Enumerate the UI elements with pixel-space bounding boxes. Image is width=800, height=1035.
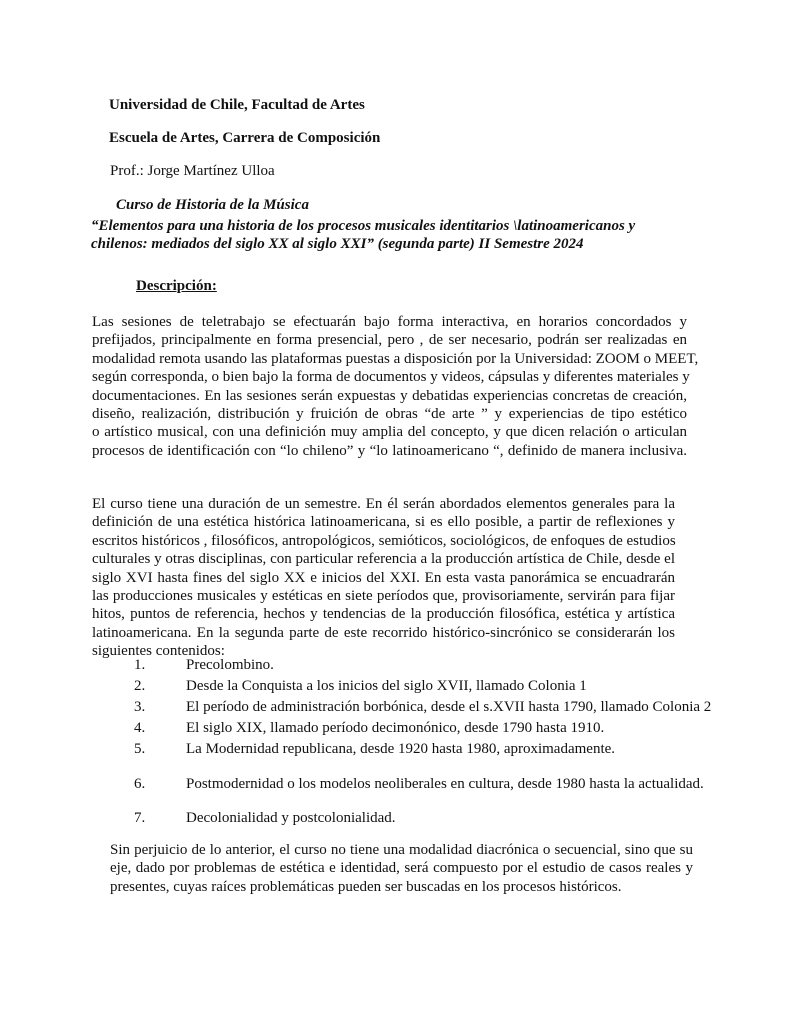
list-item-text: El período de administración borbónica, desde el s.XVII hasta 1790, llamado Colonia 2: [186, 699, 712, 715]
list-item-text: La Modernidad republicana, desde 1920 hasta 1980, aproximadamente.: [186, 741, 616, 757]
course-title-line-2: chilenos: mediados del siglo XX al siglo XXI” (segunda parte) II Semestre 2024: [91, 236, 584, 252]
paragraph-line: El curso tiene una duración de un semestre. En él serán abordados elementos generales para la: [92, 496, 675, 512]
list-item-number: 2.: [134, 678, 146, 694]
list-item-text: El siglo XIX, llamado período decimonónico, desde 1790 hasta 1910.: [186, 720, 605, 736]
list-item-number: 3.: [134, 699, 146, 715]
course-title-line-1: “Elementos para una historia de los procesos musicales identitarios \latinoamericanos y: [91, 218, 636, 234]
paragraph-line: modalidad remota usando las plataformas puestas a disposición por la Universidad: ZOOM o MEET,: [92, 350, 699, 367]
paragraph-line: escritos históricos , filosóficos, antropológicos, semióticos, sociológicos, de enfoques de estudios: [92, 532, 676, 549]
paragraph-line: latinoamericana. En la segunda parte de este recorrido histórico-sincrónico se considerarán los: [92, 624, 675, 641]
list-item-text: Decolonialidad y postcolonialidad.: [186, 810, 396, 826]
list-item: [134, 809, 396, 827]
school-heading: Escuela de Artes, Carrera de Composición: [109, 130, 381, 146]
list-item: [134, 740, 615, 758]
list-item: [134, 677, 587, 695]
paragraph-line: Sin perjuicio de lo anterior, el curso no tiene una modalidad diacrónica o secuencial, sino que su: [110, 842, 693, 858]
professor-name: Prof.: Jorge Martínez Ulloa: [110, 163, 275, 179]
paragraph-line: eje, dado por problemas de estética e identidad, será compuesto por el estudio de casos reales y: [110, 860, 693, 877]
paragraph-line: definición de una estética histórica latinoamericana, si es ello posible, a partir de reflexiones y: [92, 514, 675, 531]
description-paragraph-2: [92, 495, 675, 661]
list-item-number: 5.: [134, 741, 146, 757]
list-item: [134, 775, 704, 793]
paragraph-line: siguientes contenidos:: [92, 643, 225, 660]
list-item: [134, 698, 711, 716]
paragraph-line: las producciones musicales y estéticas en siete períodos que, provisoriamente, servirán para fijar: [92, 587, 675, 604]
description-heading: Descripción:: [136, 278, 217, 294]
paragraph-line: culturales y otras disciplinas, con particular referencia a la producción artística de Chile, desde el: [92, 551, 675, 568]
paragraph-line: procesos de identificación con “lo chileno” y “lo latinoamericano “, definido de manera inclusiva.: [92, 442, 687, 459]
list-item-number: 7.: [134, 810, 146, 826]
list-item-text: Precolombino.: [186, 657, 274, 673]
paragraph-line: prefijados, principalmente en forma presencial, pero , de ser necesario, podrán ser realizadas en: [92, 332, 687, 349]
university-heading: Universidad de Chile, Facultad de Artes: [109, 97, 365, 113]
paragraph-line: documentaciones. En las sesiones serán expuestas y debatidas experiencias concretas de creación,: [92, 387, 687, 404]
paragraph-line: o artístico musical, con una definición muy amplia del concepto, y que dicen relación o articulan: [92, 424, 687, 441]
description-paragraph-1: [92, 313, 699, 460]
list-item-number: 1.: [134, 657, 146, 673]
paragraph-line: presentes, cuyas raíces problemáticas pueden ser buscadas en los procesos históricos.: [110, 878, 622, 895]
list-item: [134, 719, 604, 737]
description-paragraph-3: [110, 841, 693, 896]
course-name: Curso de Historia de la Música: [116, 197, 309, 213]
list-item-text: Postmodernidad o los modelos neoliberales en cultura, desde 1980 hasta la actualidad.: [186, 776, 704, 792]
list-item-number: 6.: [134, 776, 146, 792]
paragraph-line: hitos, puntos de referencia, hechos y tendencias de la producción filosófica, estética y artística: [92, 606, 675, 623]
contents-list: [134, 656, 712, 836]
paragraph-line: siglo XVI hasta fines del siglo XX e inicios del XXI. En esta vasta panorámica se encuadrarán: [92, 569, 675, 586]
list-item-number: 4.: [134, 720, 146, 736]
paragraph-line: diseño, realización, distribución y fruición de obras “de arte ” y experiencias de tipo estético: [92, 405, 687, 422]
paragraph-line: Las sesiones de teletrabajo se efectuarán bajo forma interactiva, en horarios concordados y: [92, 314, 687, 330]
list-item: [134, 656, 274, 674]
list-item-text: Desde la Conquista a los inicios del siglo XVII, llamado Colonia 1: [186, 678, 587, 694]
paragraph-line: según corresponda, o bien bajo la forma de documentos y videos, cápsulas y diferentes materiales y: [92, 369, 690, 386]
